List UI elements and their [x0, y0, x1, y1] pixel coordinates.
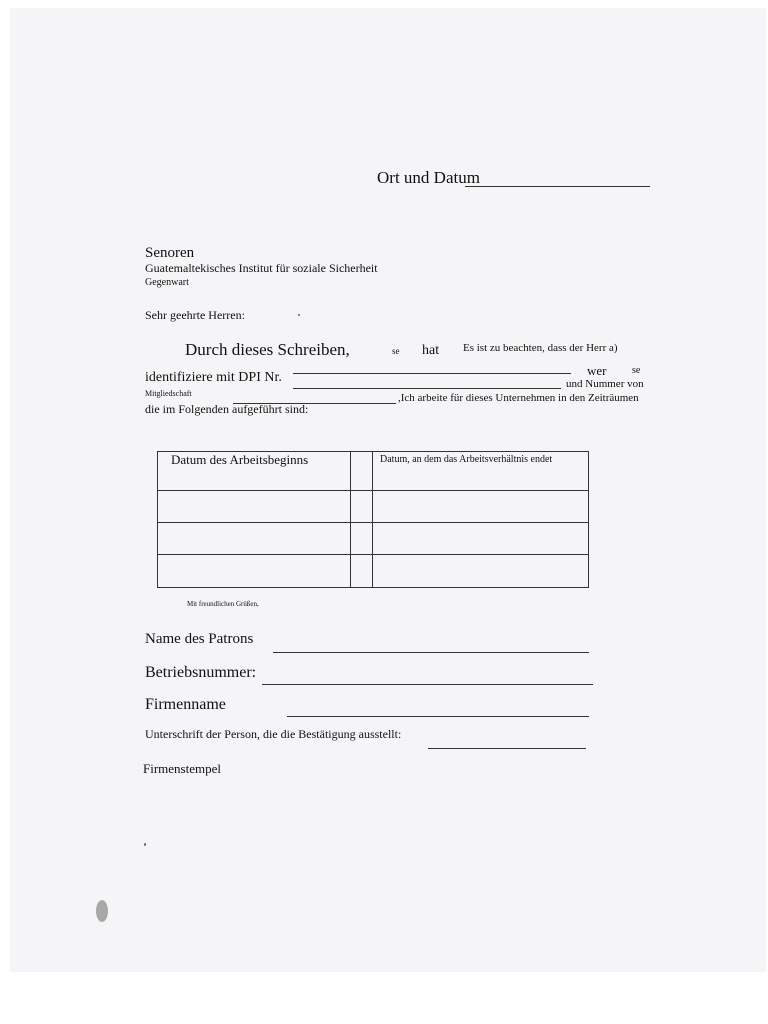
- patron-line: [273, 652, 589, 653]
- col-start-header: Datum des Arbeitsbeginns: [171, 452, 309, 467]
- mitglied-text: Mitgliedschaft: [145, 389, 192, 398]
- scan-dust: [144, 843, 146, 846]
- table-row-border: [157, 522, 589, 523]
- betriebsnummer-line: [262, 684, 593, 685]
- table-bottom-border: [157, 587, 589, 588]
- table-row-border: [157, 490, 589, 491]
- unterschrift-line: [428, 748, 586, 749]
- closing-text: Mit freundlichen Grüßen,: [187, 600, 259, 608]
- stempel-label: Firmenstempel: [143, 761, 221, 776]
- scan-dust: [298, 314, 300, 316]
- und-nummer-text: und Nummer von: [566, 378, 644, 390]
- firmenname-line: [287, 716, 589, 717]
- table-divider: [350, 451, 351, 587]
- recipient-institution: Guatemaltekisches Institut für soziale Sicherheit: [145, 261, 378, 275]
- dpi-line-2: [293, 388, 561, 389]
- table-row-border: [157, 554, 589, 555]
- col-end-header: Datum, an dem das Arbeitsverhältnis endet: [380, 454, 553, 465]
- arbeite-text: ,Ich arbeite für dieses Unternehmen in den Zeiträumen: [398, 392, 639, 404]
- betriebsnummer-label: Betriebsnummer:: [145, 664, 257, 681]
- firmenname-label: Firmenname: [145, 696, 226, 713]
- table-right-border: [588, 451, 589, 587]
- table-divider: [372, 451, 373, 587]
- place-date-line: [465, 186, 650, 187]
- dpi-label: identifiziere mit DPI Nr.: [145, 370, 282, 385]
- ink-smudge: [96, 900, 108, 922]
- se-text-1: se: [392, 346, 400, 356]
- greeting: Sehr geehrte Herren:: [145, 308, 245, 322]
- note-text: Es ist zu beachten, dass der Herr a): [463, 342, 618, 354]
- wer-text: wer: [587, 363, 607, 378]
- patron-label: Name des Patrons: [145, 631, 254, 647]
- table-left-border: [157, 451, 158, 587]
- intro-text: Durch dieses Schreiben,: [185, 340, 350, 359]
- folgenden-text: die im Folgenden aufgeführt sind:: [145, 402, 309, 416]
- se-text-2: se: [632, 365, 641, 376]
- dpi-line: [293, 373, 571, 374]
- recipient-title: Senoren: [145, 245, 195, 261]
- place-date-label: Ort und Datum: [377, 168, 480, 187]
- recipient-presence: Gegenwart: [145, 277, 189, 288]
- hat-text: hat: [422, 343, 440, 358]
- unterschrift-label: Unterschrift der Person, die die Bestätigung ausstellt:: [145, 727, 402, 741]
